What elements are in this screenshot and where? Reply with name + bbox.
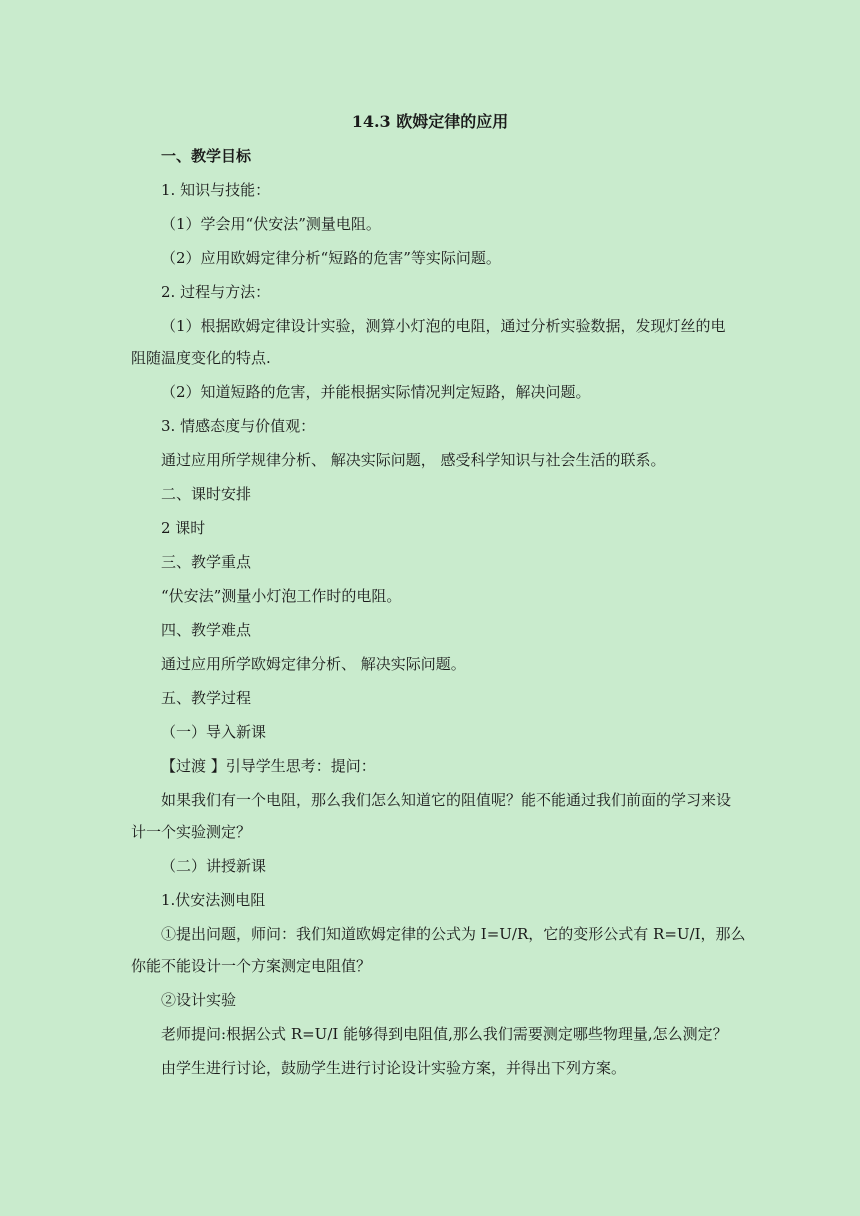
paragraph: 由学生进行讨论，鼓励学生进行讨论设计实验方案，并得出下列方案。 bbox=[161, 1059, 627, 1077]
paragraph: 通过应用所学欧姆定律分析、 解决实际问题。 bbox=[161, 655, 466, 673]
paragraph: 2. 过程与方法： bbox=[161, 283, 271, 301]
paragraph: （二）讲授新课 bbox=[161, 857, 267, 875]
paragraph: 你能不能设计一个方案测定电阻值？ bbox=[131, 957, 372, 975]
paragraph: “伏安法”测量小灯泡工作时的电阻。 bbox=[161, 587, 402, 605]
section-heading-process: 五、教学过程 bbox=[161, 689, 252, 707]
paragraph: 老师提问:根据公式 R=U/I 能够得到电阻值,那么我们需要测定哪些物理量,怎么测定？ bbox=[161, 1025, 728, 1043]
paragraph: 如果我们有一个电阻，那么我们怎么知道它的阻值呢？能不能通过我们前面的学习来设 bbox=[161, 791, 732, 809]
section-heading-schedule: 二、课时安排 bbox=[161, 485, 252, 503]
paragraph: 阻随温度变化的特点. bbox=[131, 349, 271, 367]
paragraph: （2）应用欧姆定律分析“短路的危害”等实际问题。 bbox=[161, 249, 501, 267]
paragraph: ①提出问题，师问：我们知道欧姆定律的公式为 I=U/R，它的变形公式有 R=U/I，那么 bbox=[161, 925, 746, 943]
paragraph: （2）知道短路的危害，并能根据实际情况判定短路，解决问题。 bbox=[161, 383, 591, 401]
paragraph: ②设计实验 bbox=[161, 991, 237, 1009]
section-heading-difficulties: 四、教学难点 bbox=[161, 621, 252, 639]
paragraph: 【过渡 】引导学生思考：提问： bbox=[161, 757, 376, 775]
section-heading-objectives: 一、教学目标 bbox=[161, 147, 252, 165]
paragraph: 3. 情感态度与价值观： bbox=[161, 417, 316, 435]
paragraph: 1. 知识与技能： bbox=[161, 181, 271, 199]
paragraph: 计一个实验测定？ bbox=[131, 823, 252, 841]
paragraph: （1）学会用“伏安法”测量电阻。 bbox=[161, 215, 381, 233]
section-heading-key-points: 三、教学重点 bbox=[161, 553, 252, 571]
paragraph: （1）根据欧姆定律设计实验，测算小灯泡的电阻，通过分析实验数据，发现灯丝的电 bbox=[161, 317, 726, 335]
paragraph: 通过应用所学规律分析、 解决实际问题， 感受科学知识与社会生活的联系。 bbox=[161, 451, 666, 469]
paragraph: 2 课时 bbox=[161, 519, 206, 537]
paragraph: （一）导入新课 bbox=[161, 723, 267, 741]
paragraph: 1.伏安法测电阻 bbox=[161, 891, 266, 909]
page-title: 14.3 欧姆定律的应用 bbox=[351, 112, 509, 131]
